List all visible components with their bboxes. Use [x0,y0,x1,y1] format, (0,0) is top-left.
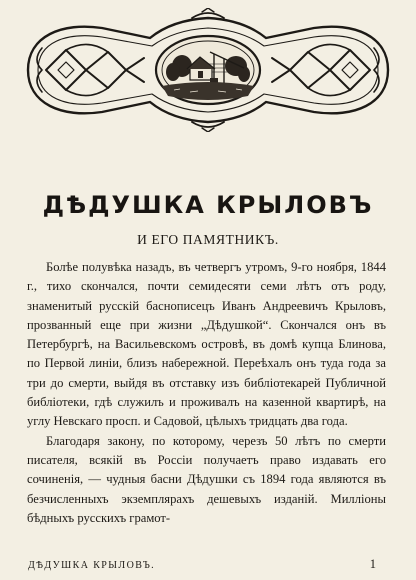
headpiece-ornament-icon [22,8,394,132]
chapter-subtitle: И ЕГО ПАМЯТНИКЪ. [137,232,279,247]
page-footer [28,557,376,572]
paragraph: Благодаря закону, по которому, черезъ 50 лѣтъ по смерти писателя, всякій въ Россіи получаетъ право издавать его сочиненія, — чудныя басни Дѣдушки съ 1894 года являются въ безчисленныхъ экземплярахъ дешевыхъ изданій. Милліоны бѣдныхъ русскихъ грамот- [27,433,386,525]
body-text [27,258,386,528]
chapter-title: ДѢДУШКА КРЫЛОВЪ [42,191,374,219]
running-head: ДѢДУШКА КРЫЛОВЪ. [28,560,156,571]
page-number: 1 [369,557,376,571]
paragraph: Болѣе полувѣка назадъ, въ четвергъ утромъ, 9-го ноября, 1844 г., тихо скончался, почти семидесяти семи лѣтъ отъ роду, знаменитый русскій баснописецъ Иванъ Андреевичъ Крыловъ, прозванный еще при жизни „Дѣдушкой“. Скончался онъ въ Петербургѣ, на Васильевскомъ островѣ, въ домѣ купца Блинова, по Первой линіи, близъ набережной. Переѣхалъ онъ туда года за три до смерти, выйдя въ отставку изъ библіотекарей Публичной библіотеки, гдѣ служилъ и проживалъ на казенной квартирѣ, на углу Невскаго просп. и Садовой, цѣлыхъ тридцать два года. [27,260,386,429]
